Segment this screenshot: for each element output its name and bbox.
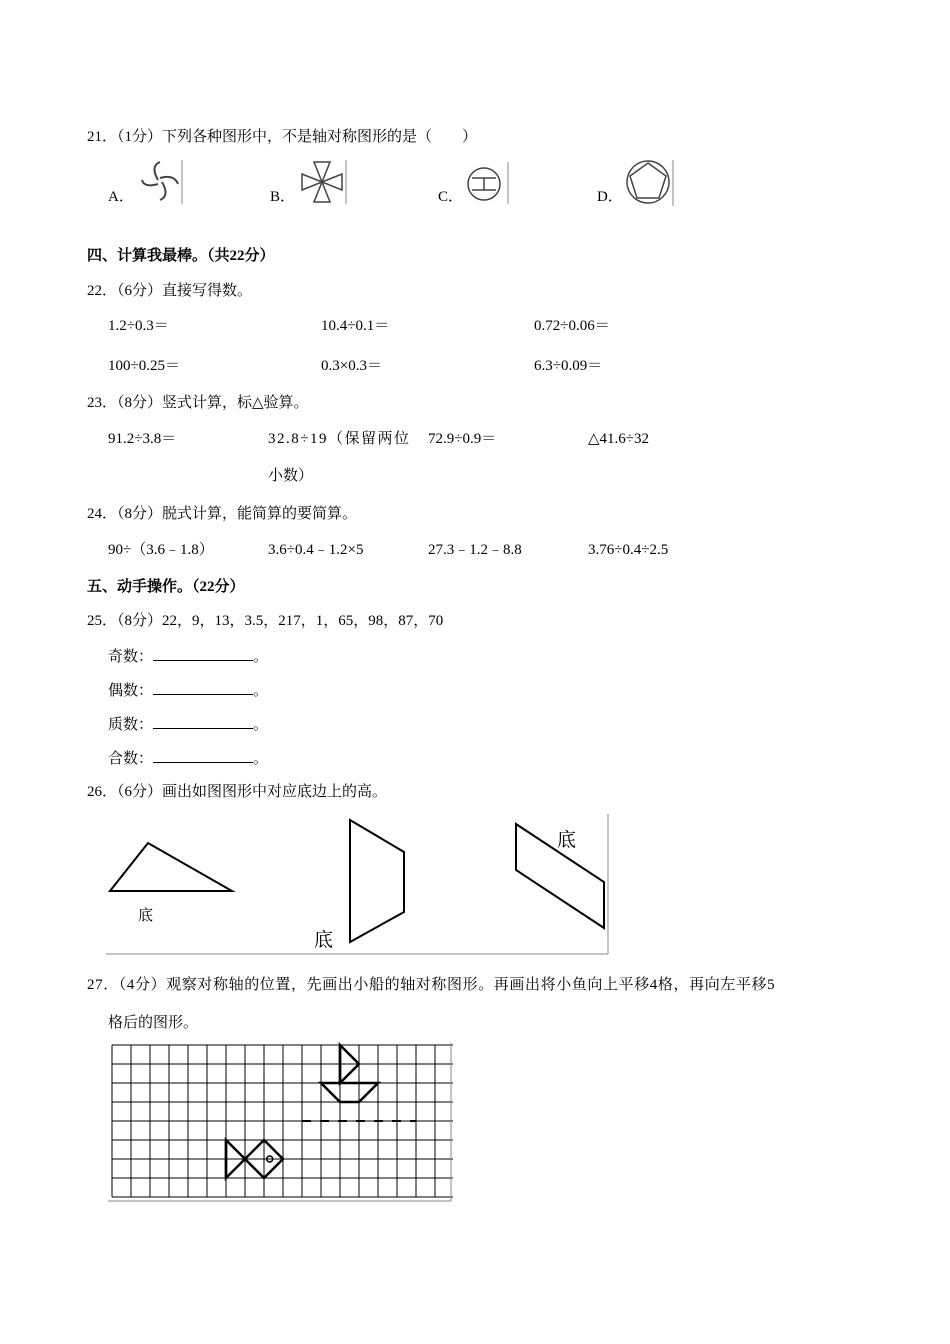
q26-stem: 26．（6分）画出如图图形中对应底边上的高。 xyxy=(87,784,388,800)
q25-row-end: 。 xyxy=(253,751,269,767)
q27-stem-line2: 格后的图形。 xyxy=(108,1015,199,1031)
q22-item: 100÷0.25＝ xyxy=(108,358,180,374)
boat-hull xyxy=(321,1083,378,1102)
q26-figure xyxy=(106,812,610,956)
q25-row-label: 质数： xyxy=(108,717,154,733)
q22-stem: 22．（6分）直接写得数。 xyxy=(87,283,253,299)
q23-note: 小数） xyxy=(268,468,314,484)
section-5-title: 五、动手操作。（22分） xyxy=(87,579,245,595)
q23-item: △41.6÷32 xyxy=(588,431,650,447)
q23-item: 91.2÷3.8＝ xyxy=(108,431,177,447)
q25-row-even xyxy=(108,680,268,701)
q25-row-end: 。 xyxy=(253,683,269,699)
q22-item: 10.4÷0.1＝ xyxy=(321,318,390,334)
section-4-title: 四、计算我最棒。（共22分） xyxy=(87,248,275,264)
q21-option-c-label[interactable]: C． xyxy=(438,189,464,205)
q23-item: 72.9÷0.9＝ xyxy=(428,431,497,447)
q25-row-label: 奇数： xyxy=(108,649,154,665)
parallelogram-base-label: 底 xyxy=(557,829,577,851)
answer-blank[interactable] xyxy=(153,646,253,661)
q24-item: 90÷（3.6﹣1.8） xyxy=(108,542,214,558)
q25-row-composite xyxy=(108,748,268,769)
q21-option-a-label[interactable]: A． xyxy=(108,189,134,205)
pentagon-in-circle-icon[interactable] xyxy=(624,158,676,208)
q24-item: 27.3﹣1.2﹣8.8 xyxy=(428,542,522,558)
trapezoid-base-label: 底 xyxy=(314,929,334,951)
answer-blank[interactable] xyxy=(153,714,253,729)
q25-stem: 25．（8分）22，9，13，3.5，217，1，65，98，87，70 xyxy=(87,613,444,629)
q22-item: 0.72÷0.06＝ xyxy=(534,318,610,334)
q27-stem-line1: 27．（4分）观察对称轴的位置，先画出小船的轴对称图形。再画出将小鱼向上平移4格，再向左平移5 xyxy=(87,977,776,993)
q23-stem: 23．（8分）竖式计算，标△验算。 xyxy=(87,395,309,411)
q25-row-label: 偶数： xyxy=(108,683,154,699)
q27-grid-figure[interactable] xyxy=(108,1041,453,1203)
trapezoid-shape xyxy=(350,820,404,942)
triangle-base-label: 底 xyxy=(138,906,154,924)
q25-row-odd xyxy=(108,646,268,667)
q25-row-end: 。 xyxy=(253,717,269,733)
q24-stem: 24．（8分）脱式计算，能简算的要简算。 xyxy=(87,506,358,522)
circle-with-bars-icon[interactable] xyxy=(464,160,512,206)
q22-item: 0.3×0.3＝ xyxy=(321,358,382,374)
answer-blank[interactable] xyxy=(153,680,253,695)
pinwheel-icon[interactable] xyxy=(136,158,184,206)
q25-row-end: 。 xyxy=(253,649,269,665)
q21-option-b-label[interactable]: B． xyxy=(270,189,296,205)
four-petal-cross-icon[interactable] xyxy=(298,158,348,206)
q22-item: 1.2÷0.3＝ xyxy=(108,318,169,334)
q22-item: 6.3÷0.09＝ xyxy=(534,358,603,374)
answer-blank[interactable] xyxy=(153,748,253,763)
q21-stem: 21．（1分）下列各种图形中，不是轴对称图形的是（ ） xyxy=(87,129,478,145)
triangle-shape xyxy=(110,843,232,891)
q25-row-prime xyxy=(108,714,268,735)
q23-item: 32.8÷19（保留两位 xyxy=(268,431,411,447)
q25-row-label: 合数： xyxy=(108,751,154,767)
q24-item: 3.76÷0.4÷2.5 xyxy=(588,542,669,558)
q24-item: 3.6÷0.4﹣1.2×5 xyxy=(268,542,364,558)
q21-option-d-label[interactable]: D． xyxy=(597,189,623,205)
